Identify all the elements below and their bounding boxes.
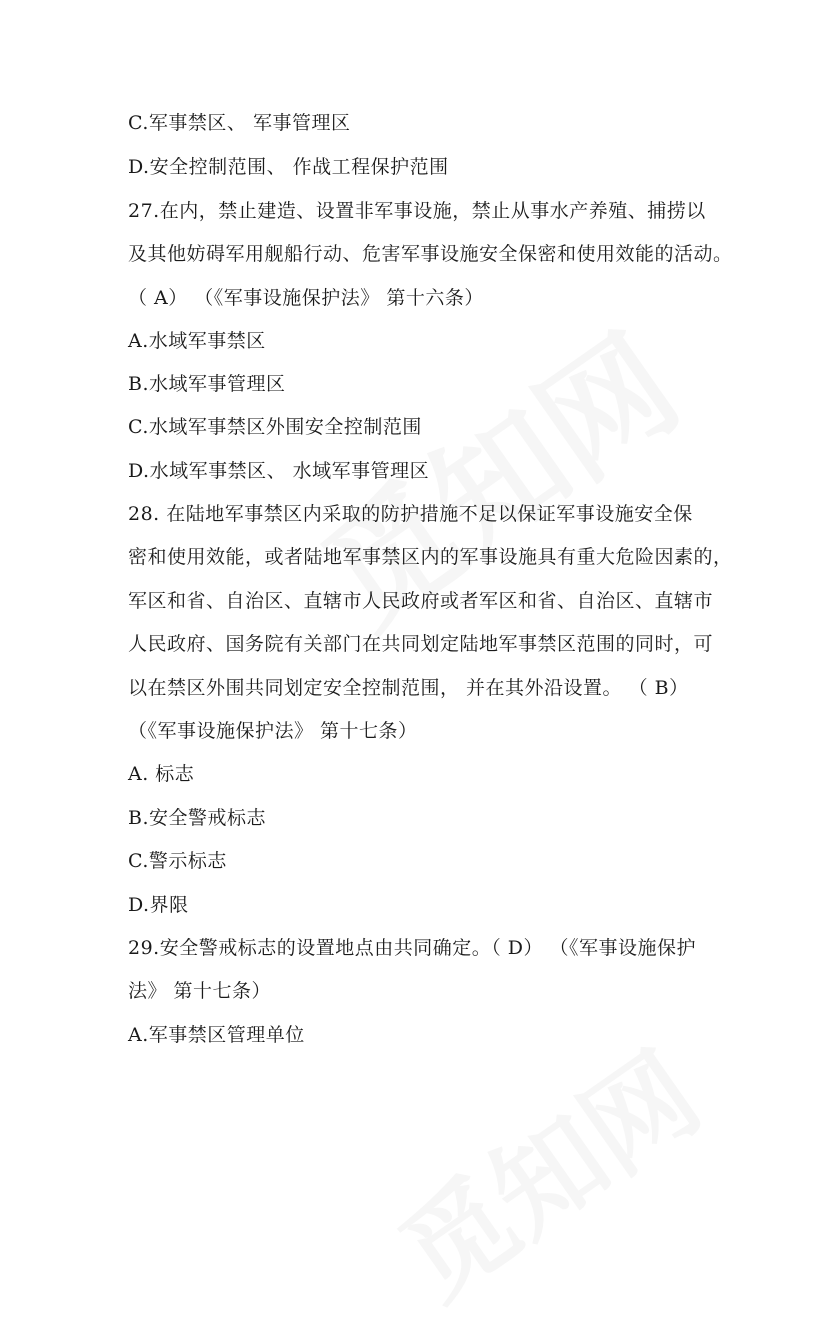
question-line: 密和使用效能，或者陆地军事禁区内的军事设施具有重大危险因素的， <box>128 546 733 568</box>
answer-reference: （ A） （《军事设施保护法》 第十六条） <box>128 287 484 309</box>
option-line: D.界限 <box>128 894 189 916</box>
answer-reference: （《军事设施保护法》 第十七条） <box>128 720 418 742</box>
option-line: D.安全控制范围、 作战工程保护范围 <box>128 156 449 178</box>
option-line: B.水域军事管理区 <box>128 373 286 395</box>
option-line: A.水域军事禁区 <box>128 330 266 352</box>
option-line: A. 标志 <box>128 763 195 785</box>
option-line: A.军事禁区管理单位 <box>128 1024 305 1046</box>
option-line: C.军事禁区、 军事管理区 <box>128 112 351 134</box>
watermark <box>365 1010 726 1328</box>
question-line: 28. 在陆地军事禁区内采取的防护措施不足以保证军事设施安全保 <box>128 503 693 525</box>
question-line: 以在禁区外围共同划定安全控制范围， 并在其外沿设置。 （ B） <box>128 677 689 699</box>
question-line: 法》 第十七条） <box>128 980 272 1002</box>
question-line: 军区和省、自治区、直辖市人民政府或者军区和省、自治区、直辖市 <box>128 590 714 612</box>
question-line: 29.安全警戒标志的设置地点由共同确定。（ D） （《军事设施保护 <box>128 937 697 959</box>
question-line: 27.在内，禁止建造、设置非军事设施，禁止从事水产养殖、捕捞以 <box>128 200 706 222</box>
question-line: 及其他妨碍军用舰船行动、危害军事设施安全保密和使用效能的活动。 <box>128 243 733 265</box>
option-line: B.安全警戒标志 <box>128 807 267 829</box>
question-line: 人民政府、国务院有关部门在共同划定陆地军事禁区范围的同时，可 <box>128 633 714 655</box>
option-line: C.水域军事禁区外围安全控制范围 <box>128 416 422 438</box>
option-line: C.警示标志 <box>128 850 227 872</box>
option-line: D.水域军事禁区、 水域军事管理区 <box>128 460 430 482</box>
